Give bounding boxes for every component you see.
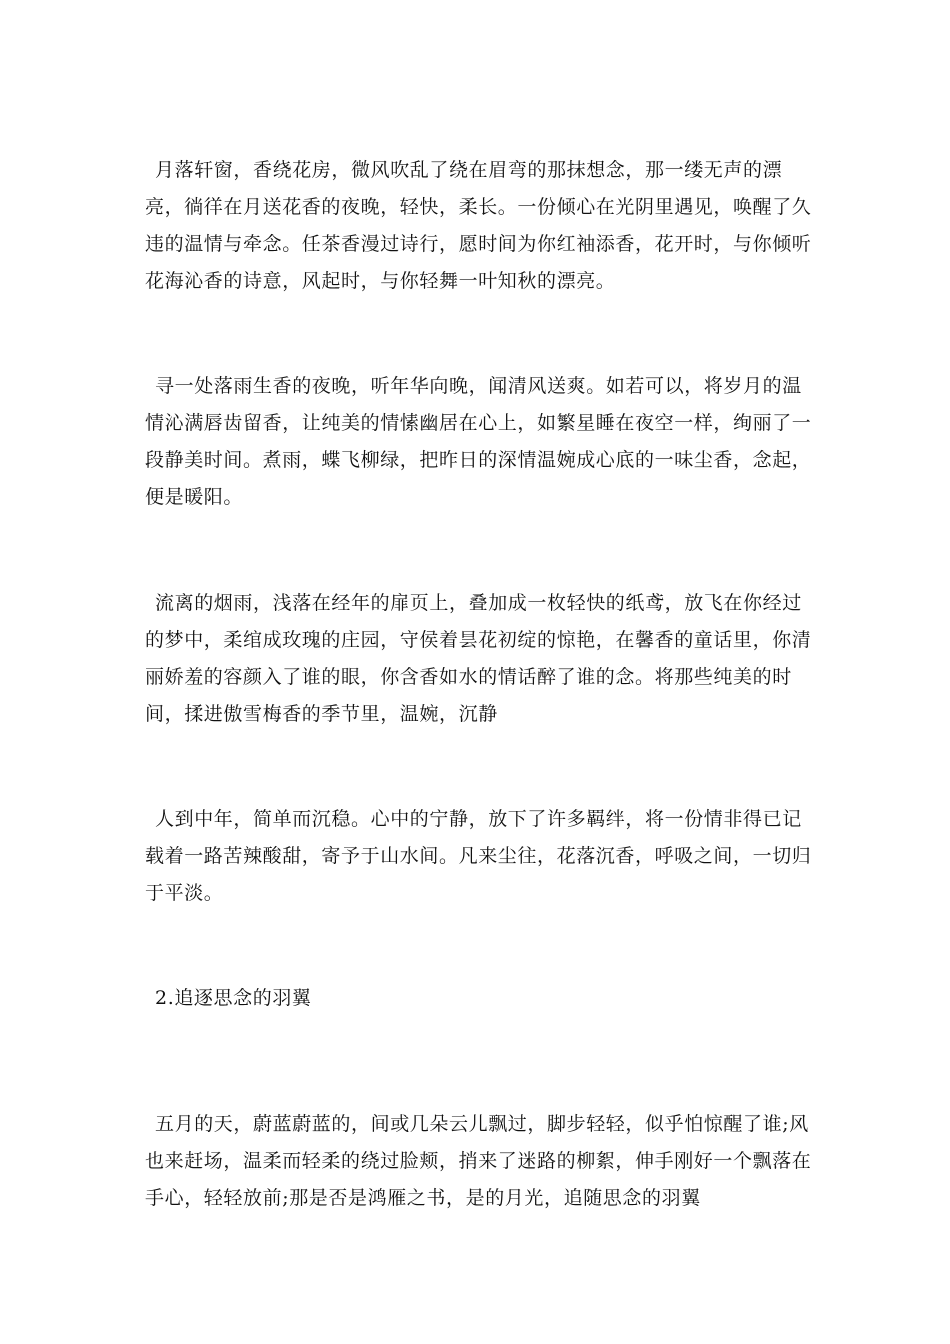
paragraph-2: 寻一处落雨生香的夜晚，听年华向晚，闻清风送爽。如若可以，将岁月的温情沁满唇齿留香，让纯美的情愫幽居在心上，如繁星睡在夜空一样，绚丽了一段静美时间。煮雨，蝶飞柳绿，把昨日的深情温婉成心底的一味尘香，念起，便是暖阳。: [145, 375, 812, 508]
paragraph-1: 月落轩窗，香绕花房，微风吹乱了绕在眉弯的那抹想念，那一缕无声的漂亮，徜徉在月送花香的夜晚，轻快，柔长。一份倾心在光阴里遇见，唤醒了久违的温情与牵念。任茶香漫过诗行，愿时间为你红袖添香，花开时，与你倾听花海沁香的诗意，风起时，与你轻舞一叶知秋的漂亮。: [145, 159, 812, 292]
paragraph-4: 人到中年，简单而沉稳。心中的宁静，放下了许多羁绊，将一份情非得已记载着一路苦辣酸甜，寄予于山水间。凡来尘往，花落沉香，呼吸之间，一切归于平淡。: [145, 808, 812, 904]
section-heading: 2.追逐思念的羽翼: [155, 987, 312, 1009]
paragraph-5: 五月的天，蔚蓝蔚蓝的，间或几朵云儿飘过，脚步轻轻，似乎怕惊醒了谁;风也来赶场，温柔而轻柔的绕过脸颊，捎来了迷路的柳絮，伸手刚好一个飘落在手心，轻轻放前;那是否是鸿雁之书，是的月光，追随思念的羽翼: [145, 1113, 812, 1209]
paragraph-3: 流离的烟雨，浅落在经年的扉页上，叠加成一枚轻快的纸鸢，放飞在你经过的梦中，柔绾成玫瑰的庄园，守侯着昙花初绽的惊艳，在馨香的童话里，你清丽娇羞的容颜入了谁的眼，你含香如水的情话醉了谁的念。将那些纯美的时间，揉进傲雪梅香的季节里，温婉，沉静: [145, 592, 812, 725]
